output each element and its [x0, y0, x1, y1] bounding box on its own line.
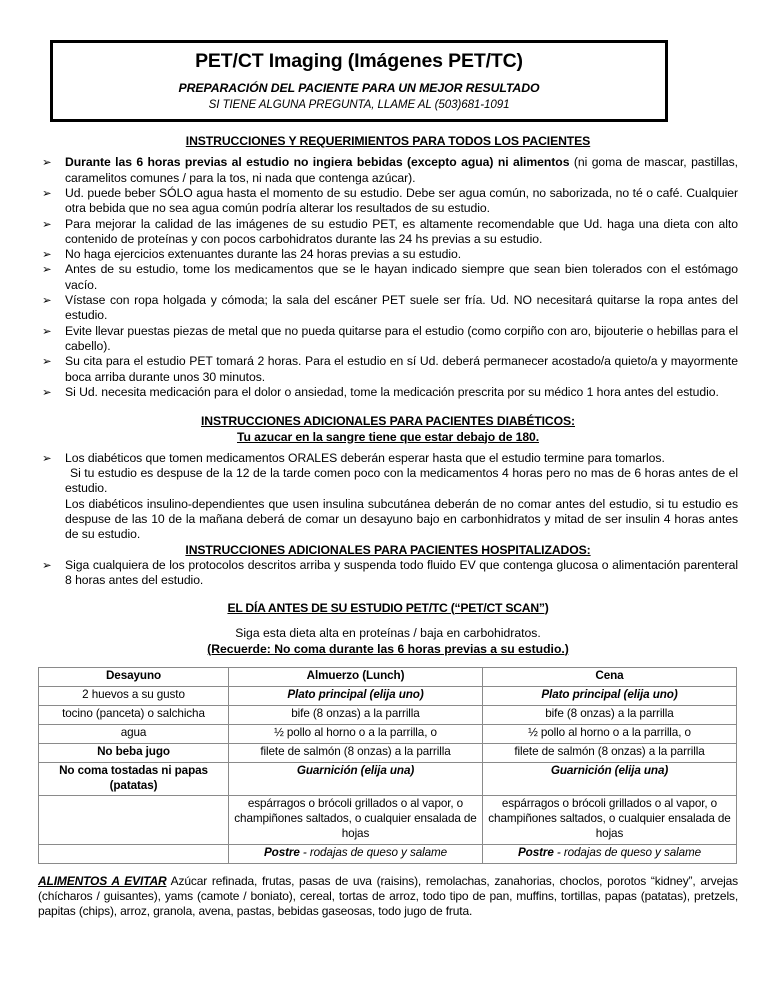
arrow-bullet-icon: ➢ [42, 354, 52, 369]
day-before-reminder-line: (Recuerde: No coma durante las 6 horas previas a su estudio.) [207, 641, 569, 656]
list-item [38, 186, 738, 217]
arrow-bullet-icon: ➢ [42, 384, 52, 399]
column-header: Desayuno [39, 668, 229, 687]
table-row [39, 687, 737, 706]
diabetic-instruction-list [38, 451, 738, 466]
arrow-bullet-icon: ➢ [42, 323, 52, 338]
section-subheading-diabetic: Tu azucar en la sangre tiene que estar debajo de 180. [237, 429, 539, 444]
list-item-text: No haga ejercicios extenuantes durante las 24 horas previas a su estudio. [65, 247, 462, 262]
arrow-bullet-icon: ➢ [42, 185, 52, 200]
dessert-text: - rodajas de queso y salame [553, 846, 702, 860]
column-header: Cena [483, 668, 737, 687]
table-cell-dinner: espárragos o brócoli grillados o al vapor, o champiñones saltados, o cualquier ensalada de hojas [483, 796, 737, 845]
list-item-text: Para mejorar la calidad de las imágenes de su estudio PET, es altamente recomendable que Ud. haga una dieta con alto contenido de proteínas y con pocos carbohidratos durante las 24 hs previas a su estudio. [65, 216, 738, 246]
list-item [38, 262, 738, 293]
table-cell-lunch: bife (8 onzas) a la parrilla [229, 706, 483, 725]
page-title: PET/CT Imaging (Imágenes PET/TC) [195, 50, 523, 72]
table-cell-lunch: ½ pollo al horno o a la parrilla, o [229, 725, 483, 744]
table-cell-breakfast: No coma tostadas ni papas (patatas) [39, 762, 229, 796]
header-box [50, 40, 668, 122]
table-cell-dinner: Plato principal (elija uno) [483, 687, 737, 706]
table-row [39, 845, 737, 864]
list-item [38, 385, 738, 400]
document-body [38, 134, 738, 919]
list-item [38, 293, 738, 324]
list-item-text: Si Ud. necesita medicación para el dolor o ansiedad, tome la medicación prescrita por su médico 1 hora antes del estudio. [65, 384, 719, 399]
table-cell-dinner: bife (8 onzas) a la parrilla [483, 706, 737, 725]
all-patients-instruction-list [38, 155, 738, 400]
section-heading-diabetic: INSTRUCCIONES ADICIONALES PARA PACIENTES DIABÉTICOS: [201, 414, 575, 429]
list-item-text: Antes de su estudio, tome los medicamentos que se le hayan indicado siempre que sean bien tolerados con el estómago vacío. [65, 262, 738, 292]
table-cell-lunch: filete de salmón (8 onzas) a la parrilla [229, 743, 483, 762]
day-before-diet-line: Siga esta dieta alta en proteínas / baja en carbohidratos. [235, 625, 541, 640]
table-cell-dinner: filete de salmón (8 onzas) a la parrilla [483, 743, 737, 762]
hospitalized-instruction-list [38, 558, 738, 589]
table-cell-dinner: Guarnición (elija una) [483, 762, 737, 796]
table-row [39, 706, 737, 725]
table-cell-breakfast [39, 845, 229, 864]
arrow-bullet-icon: ➢ [42, 155, 52, 170]
list-item-text: Los diabéticos que tomen medicamentos ORALES deberán esperar hasta que el estudio termine para tomarlos. [65, 450, 665, 465]
table-cell-lunch: espárragos o brócoli grillados o al vapor, o champiñones saltados, o cualquier ensalada de hojas [229, 796, 483, 845]
table-cell-breakfast: 2 huevos a su gusto [39, 687, 229, 706]
list-item-text: Su cita para el estudio PET tomará 2 horas. Para el estudio en sí Ud. deberá permanecer acostado/a quieto/a y mayormente boca arriba durante unos 30 minutos. [65, 354, 738, 384]
list-item [38, 558, 738, 589]
table-cell-breakfast [39, 796, 229, 845]
diabetic-paragraph-1: Si tu estudio es despuse de la 12 de la tarde comen poco con la medicamentos 4 horas pero no mas de 6 horas antes de el estudio. [65, 466, 738, 496]
list-item [38, 354, 738, 385]
table-row [39, 762, 737, 796]
section-heading-hospitalized: INSTRUCCIONES ADICIONALES PARA PACIENTES HOSPITALIZADOS: [185, 542, 591, 557]
list-item [38, 324, 738, 355]
table-cell-dinner: ½ pollo al horno o a la parrilla, o [483, 725, 737, 744]
list-item-text: (ni goma de mascar, pastillas, caramelitos comunes / para la tos, ni nada que contenga azúcar). [65, 155, 738, 185]
section-heading-day-before: EL DÍA ANTES DE SU ESTUDIO PET/TC (“PET/CT SCAN”) [227, 600, 549, 615]
list-item-text: Evite llevar puestas piezas de metal que no pueda quitarse para el estudio (como corpiño con aro, bijouterie o hebillas para el cabello). [65, 323, 738, 353]
arrow-bullet-icon: ➢ [42, 262, 52, 277]
header-subtitle-phone: SI TIENE ALGUNA PREGUNTA, LLAME AL (503)681-1091 [208, 98, 510, 111]
table-row [39, 796, 737, 845]
table-row [39, 743, 737, 762]
table-cell-breakfast: agua [39, 725, 229, 744]
table-cell-breakfast: No beba jugo [39, 743, 229, 762]
column-header: Almuerzo (Lunch) [229, 668, 483, 687]
dessert-text: - rodajas de queso y salame [299, 846, 448, 860]
diet-table [38, 667, 737, 863]
list-item-text: Ud. puede beber SÓLO agua hasta el momento de su estudio. Debe ser agua común, no saborizada, no té o café. Cualquier otra bebida que no sea agua común podría alterar los resultados de su estudio. [65, 185, 738, 216]
list-item [38, 155, 738, 186]
arrow-bullet-icon: ➢ [42, 247, 52, 262]
arrow-bullet-icon: ➢ [42, 216, 52, 231]
arrow-bullet-icon: ➢ [42, 557, 52, 572]
table-cell-lunch [229, 845, 483, 864]
foods-to-avoid-paragraph [38, 874, 738, 919]
table-cell-lunch: Plato principal (elija uno) [229, 687, 483, 706]
table-cell-dinner [483, 845, 737, 864]
arrow-bullet-icon: ➢ [42, 450, 52, 465]
list-item [38, 217, 738, 248]
arrow-bullet-icon: ➢ [42, 293, 52, 308]
section-heading-all-patients: INSTRUCCIONES Y REQUERIMIENTOS PARA TODOS LOS PACIENTES [185, 134, 591, 148]
foods-to-avoid-label: ALIMENTOS A EVITAR [38, 873, 167, 888]
list-item-emphasis: Durante las 6 horas previas al estudio no ingiera bebidas (excepto agua) ni alimentos [65, 155, 570, 170]
table-row [39, 725, 737, 744]
dessert-label: Postre [263, 846, 300, 860]
table-header-row [39, 668, 737, 687]
foods-to-avoid-text: Azúcar refinada, frutas, pasas de uva (raisins), remolachas, zanahorias, choclos, porotos “kidney”, arvejas (chícharos / guisantes), yams (camote / boniato), cereal, tortas de arroz, todo tipo de pan, muffins, tortillas, papas (patatas), pretzels, papitas (chips), arroz, granola, avena, pastas, bebidas gaseosas, todo jugo de fruta. [38, 873, 738, 919]
table-cell-lunch: Guarnición (elija una) [229, 762, 483, 796]
diabetic-paragraph-2: Los diabéticos insulino-dependientes que usen insulina subcutánea deberán de no comar antes del estudio, si tu estudio es despuse de las 10 de la mañana deberá de comar un desayuno bajo en carbonhidratos y mitad de ser insulin 4 horas antes de su estudio. [65, 496, 738, 542]
list-item-text: Vístase con ropa holgada y cómoda; la sala del escáner PET suele ser fría. Ud. NO necesitará quitarse la ropa antes del estudio. [65, 293, 738, 323]
list-item [38, 451, 738, 466]
table-cell-breakfast: tocino (panceta) o salchicha [39, 706, 229, 725]
header-subtitle-primary: PREPARACIÓN DEL PACIENTE PARA UN MEJOR RESULTADO [178, 81, 540, 95]
list-item [38, 247, 738, 262]
dessert-label: Postre [517, 846, 554, 860]
list-item-text: Siga cualquiera de los protocolos descritos arriba y suspenda todo fluido EV que contenga glucosa o alimentación parenteral 8 horas antes del estudio. [65, 557, 738, 588]
